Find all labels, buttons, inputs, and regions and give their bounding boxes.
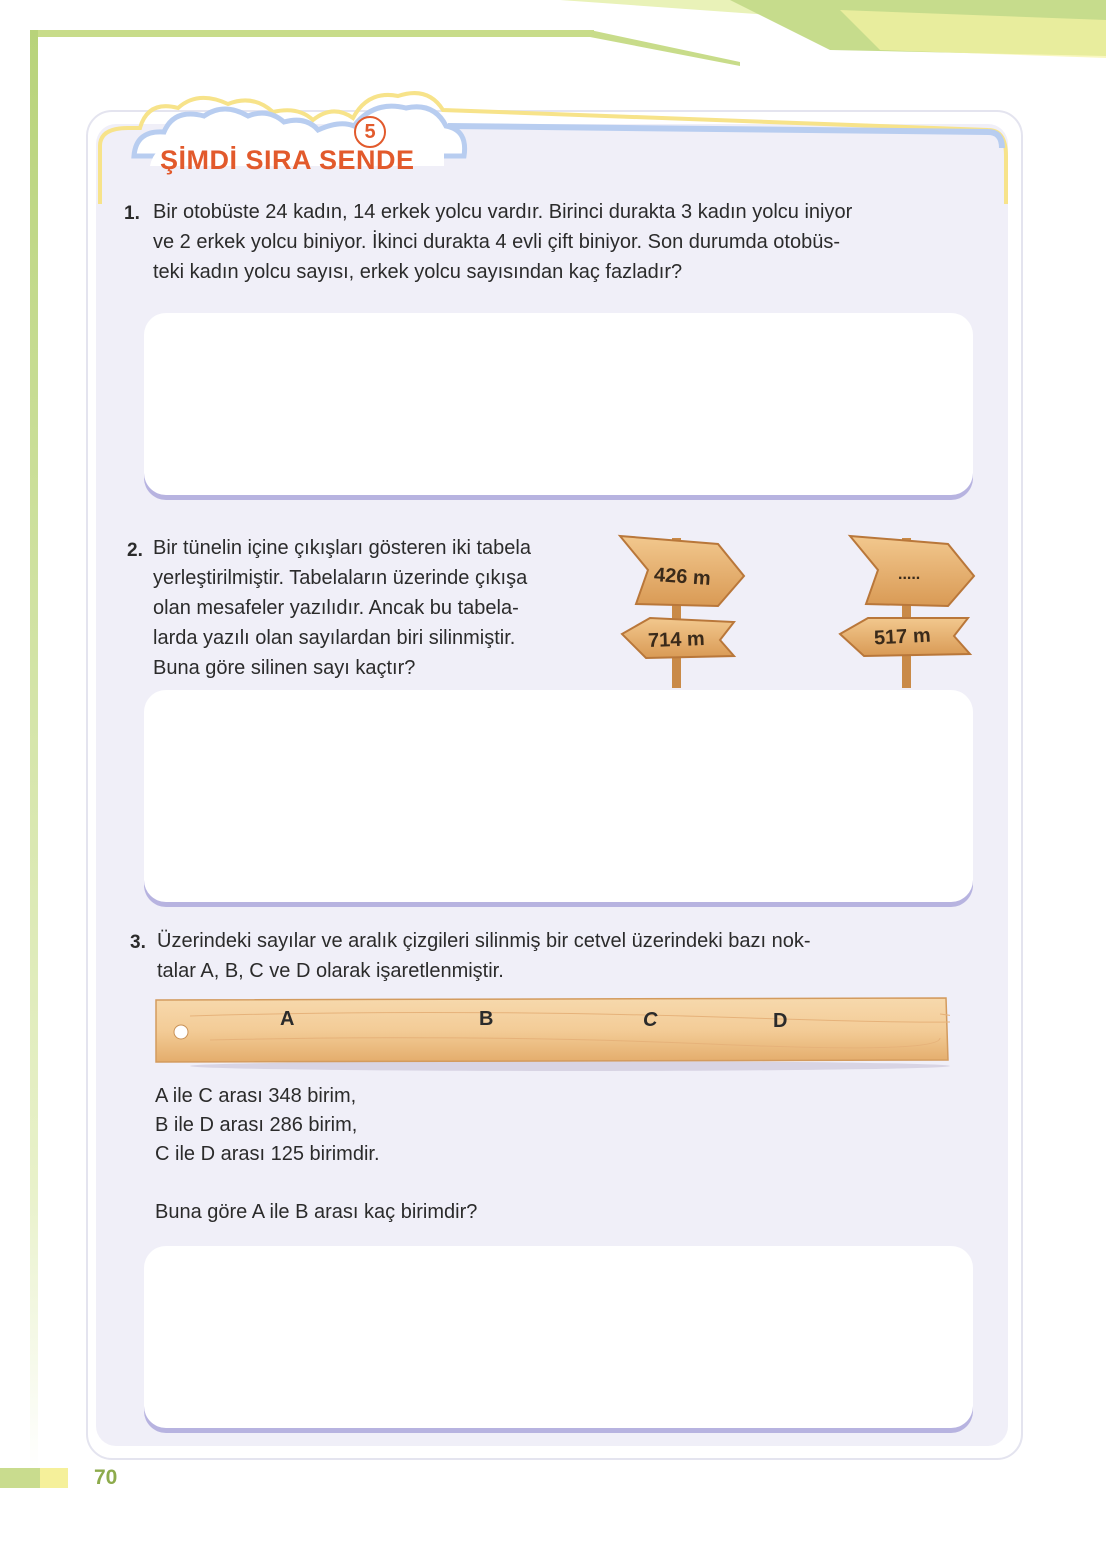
info-line: B ile D arası 286 birim, — [155, 1114, 358, 1136]
page-number-strip — [0, 1468, 68, 1488]
question-1-text — [153, 197, 993, 287]
question-3-line: talar A, B, C ve D olarak işaretlenmiştir. — [157, 960, 504, 982]
frame-left-line — [30, 30, 38, 1470]
info-line: A ile C arası 348 birim, — [155, 1085, 357, 1107]
question-2-line: larda yazılı olan sayılardan biri silinmiştir. — [153, 627, 516, 649]
sign-1-top-label: 426 m — [653, 564, 712, 590]
sign-2-bottom-label: 517 m — [873, 624, 932, 650]
question-2-number: 2. — [127, 540, 143, 561]
ruler-point-a: A — [280, 1008, 295, 1030]
question-3-number: 3. — [130, 932, 146, 953]
question-2-line: Bir tünelin içine çıkışları gösteren iki tabela — [153, 537, 531, 559]
question-3-prompt: Buna göre A ile B arası kaç birimdir? — [155, 1201, 478, 1223]
section-number-badge: 5 — [354, 116, 386, 148]
ruler-point-d: D — [773, 1010, 788, 1032]
ruler-point-b: B — [479, 1008, 494, 1030]
question-2-text — [153, 533, 613, 683]
question-2-line: Buna göre silinen sayı kaçtır? — [153, 657, 416, 679]
signpost-2-icon — [834, 530, 978, 688]
question-1-line: Bir otobüste 24 kadın, 14 erkek yolcu vardır. Birinci durakta 3 kadın yolcu iniyor — [153, 201, 853, 223]
section-title: ŞİMDİ SIRA SENDE — [160, 145, 415, 175]
frame-top-diagonal — [590, 28, 750, 68]
ruler-point-c: C — [643, 1009, 658, 1031]
sign-2-top-label: ..... — [898, 566, 921, 583]
page-number: 70 — [94, 1466, 118, 1489]
question-3-text — [157, 926, 977, 986]
answer-box-1[interactable] — [144, 313, 973, 495]
answer-box-3[interactable] — [144, 1246, 973, 1428]
question-2-line: olan mesafeler yazılıdır. Ancak bu tabela- — [153, 597, 519, 619]
question-1-line: teki kadın yolcu sayısı, erkek yolcu sayısından kaç fazladır? — [153, 261, 683, 283]
sign-1-bottom-label: 714 m — [647, 628, 706, 652]
info-line: C ile D arası 125 birimdir. — [155, 1143, 380, 1165]
signpost-1-icon — [606, 530, 750, 688]
question-3-line: Üzerindeki sayılar ve aralık çizgileri silinmiş bir cetvel üzerindeki bazı nok- — [157, 930, 811, 952]
question-1-line: ve 2 erkek yolcu biniyor. İkinci durakta 4 evli çift biniyor. Son durumda otobüs- — [153, 231, 841, 253]
wooden-ruler-icon — [150, 996, 950, 1074]
frame-top-line — [34, 30, 594, 37]
answer-box-2[interactable] — [144, 690, 973, 902]
question-3-info — [155, 1082, 380, 1169]
question-2-line: yerleştirilmiştir. Tabelaların üzerinde çıkışa — [153, 567, 528, 589]
question-1-number: 1. — [124, 203, 140, 224]
